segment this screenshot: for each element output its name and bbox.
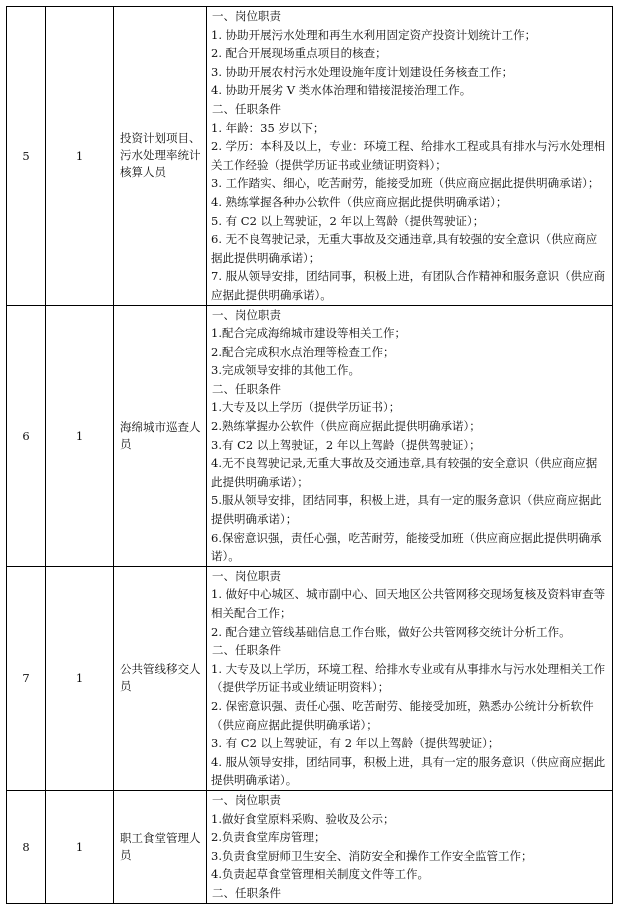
list-item: 2.配合完成积水点治理等检查工作； <box>211 344 395 359</box>
list-item: 3. 协助开展农村污水处理设施年度计划建设任务核查工作； <box>211 64 514 79</box>
list-item: 2. 学历：本科及以上，专业：环境工程、给排水工程或具有排水与污水处理相关工作经验（提供学历证书或业绩证明资料）； <box>211 139 606 172</box>
section-heading: 二、任职条件 <box>212 643 281 658</box>
list-item: 1.做好食堂原料采购、验收及公示； <box>211 811 395 826</box>
list-item: 3.负责食堂厨师卫生安全、消防安全和操作工作安全监管工作； <box>211 848 533 863</box>
list-item: 2.负责食堂库房管理； <box>211 830 326 845</box>
headcount: 1 <box>46 790 114 903</box>
section-heading: 二、任职条件 <box>212 885 281 900</box>
duties-requirements <box>207 7 613 306</box>
list-item: 7. 服从领导安排，团结同事，积极上进，有团队合作精神和服务意识（供应商应据此提供明确承诺）。 <box>211 269 606 302</box>
table-row-5 <box>7 7 613 306</box>
row-number: 7 <box>7 566 46 790</box>
position-name: 公共管线移交人员 <box>114 566 207 790</box>
list-item: 2. 保密意识强、责任心强、吃苦耐劳、能接受加班，熟悉办公统计分析软件（供应商应据此提供明确承诺）； <box>211 698 594 732</box>
position-name: 职工食堂管理人员 <box>114 790 207 903</box>
list-item: 1.配合完成海绵城市建设等相关工作； <box>211 326 406 341</box>
position-name: 海绵城市巡查人员 <box>114 305 207 566</box>
table-row-8 <box>7 790 613 903</box>
list-item: 1. 年龄：35 岁以下； <box>211 120 325 135</box>
row-number: 5 <box>7 7 46 306</box>
list-item: 1. 协助开展污水处理和再生水利用固定资产投资计划统计工作； <box>211 27 537 42</box>
list-item: 4. 协助开展劣 V 类水体治理和错接混接治理工作。 <box>211 83 472 98</box>
list-item: 3.有 C2 以上驾驶证，2 年以上驾龄（提供驾驶证）； <box>211 437 481 452</box>
position-name: 投资计划项目、污水处理率统计核算人员 <box>114 7 207 306</box>
list-item: 2.熟练掌握办公软件（供应商应据此提供明确承诺）； <box>211 419 481 434</box>
section-heading: 二、任职条件 <box>212 101 281 116</box>
list-item: 6. 无不良驾驶记录，无重大事故及交通违章,具有较强的安全意识（供应商应据此提供明确承诺）； <box>211 232 598 265</box>
list-item: 3. 工作踏实、细心，吃苦耐劳，能接受加班（供应商应据此提供明确承诺）； <box>211 176 600 191</box>
headcount: 1 <box>46 566 114 790</box>
row-number: 6 <box>7 305 46 566</box>
duties-requirements <box>207 566 613 790</box>
list-item: 2. 配合建立管线基础信息工作台账，做好公共管网移交统计分析工作。 <box>211 624 571 639</box>
list-item: 2. 配合开展现场重点项目的核查； <box>211 46 387 61</box>
table-row-6 <box>7 305 613 566</box>
list-item: 5.服从领导安排，团结同事，积极上进，具有一定的服务意识（供应商应据此提供明确承诺）； <box>211 493 602 527</box>
list-item: 4.负责起草食堂管理相关制度文件等工作。 <box>211 867 429 882</box>
section-heading: 一、岗位职责 <box>212 9 281 23</box>
list-item: 4. 熟练掌握各种办公软件（供应商应据此提供明确承诺）； <box>211 194 508 209</box>
duties-requirements <box>207 790 613 903</box>
row-number: 8 <box>7 790 46 903</box>
list-item: 1.大专及以上学历（提供学历证书）； <box>211 400 401 415</box>
section-heading: 二、任职条件 <box>212 381 281 396</box>
section-heading: 一、岗位职责 <box>212 792 281 807</box>
table-row-7 <box>7 566 613 790</box>
list-item: 6.保密意识强，责任心强，吃苦耐劳，能接受加班（供应商应据此提供明确承诺）。 <box>211 530 602 564</box>
section-heading: 一、岗位职责 <box>212 307 281 322</box>
headcount: 1 <box>46 305 114 566</box>
list-item: 1. 大专及以上学历，环境工程、给排水专业或有从事排水与污水处理相关工作（提供学历证书或业绩证明资料）； <box>211 661 606 695</box>
list-item: 5. 有 C2 以上驾驶证，2 年以上驾龄（提供驾驶证）； <box>211 213 485 228</box>
staffing-table <box>6 6 613 904</box>
list-item: 3.完成领导安排的其他工作。 <box>211 363 360 378</box>
duties-requirements <box>207 305 613 566</box>
list-item: 3. 有 C2 以上驾驶证，有 2 年以上驾龄（提供驾驶证）； <box>211 736 500 751</box>
list-item: 4. 服从领导安排，团结同事，积极上进，具有一定的服务意识（供应商应据此提供明确承诺）。 <box>211 754 606 788</box>
list-item: 1. 做好中心城区、城市副中心、回天地区公共管网移交现场复核及资料审查等相关配合工作； <box>211 587 606 620</box>
list-item: 4.无不良驾驶记录,无重大事故及交通违章,具有较强的安全意识（供应商应据此提供明确承诺）； <box>211 456 598 489</box>
headcount: 1 <box>46 7 114 306</box>
section-heading: 一、岗位职责 <box>212 568 281 583</box>
